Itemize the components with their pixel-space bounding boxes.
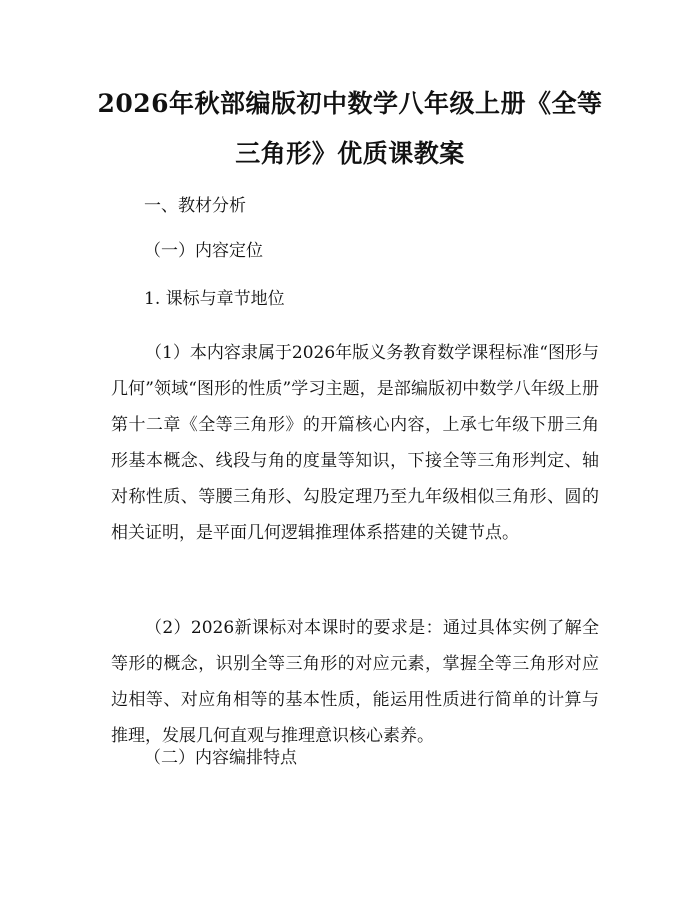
subsection-heading-content-arrangement: （二）内容编排特点 xyxy=(144,748,297,768)
paragraph-curriculum-position: （1）本内容隶属于2026年版义务教育数学课程标准“图形与几何”领域“图形的性质”学习主题，是部编版初中数学八年级上册第十二章《全等三角形》的开篇核心内容，上承七年级下册三角形基本概念、线段与角的度量等知识，下接全等三角形判定、轴对称性质、等腰三角形、勾股定理乃至九年级相似三角形、圆的相关证明，是平面几何逻辑推理体系搭建的关键节点。 xyxy=(111,343,599,543)
paragraph-curriculum-requirements: （2）2026新课标对本课时的要求是：通过具体实例了解全等形的概念，识别全等三角形的对应元素，掌握全等三角形对应边相等、对应角相等的基本性质，能运用性质进行简单的计算与推理，发展几何直观与推理意识核心素养。 xyxy=(111,618,599,746)
section-heading-textbook-analysis: 一、教材分析 xyxy=(144,196,246,216)
item-heading-curriculum-status: 1. 课标与章节地位 xyxy=(144,289,285,309)
document-title-line-2: 三角形》优质课教案 xyxy=(235,139,465,168)
document-title-line-1: 2026年秋部编版初中数学八年级上册《全等 xyxy=(97,89,603,118)
subsection-heading-content-positioning: （一）内容定位 xyxy=(144,241,263,261)
